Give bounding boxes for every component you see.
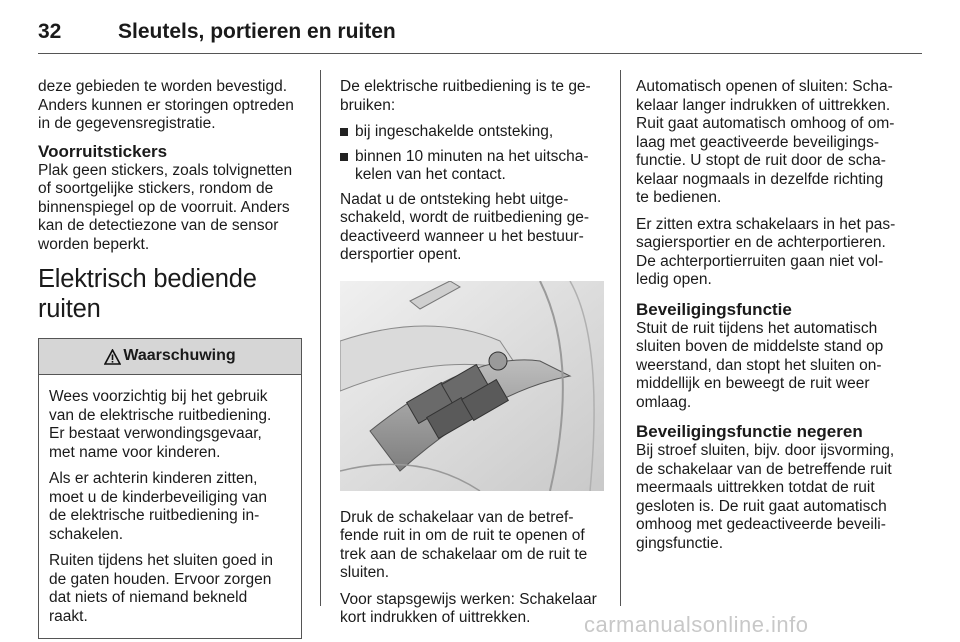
- page-number: 32: [38, 20, 62, 43]
- column-divider: [320, 70, 321, 606]
- warning-body: [39, 375, 301, 638]
- warning-title: Waarschuwing: [123, 347, 236, 365]
- list-item: binnen 10 minuten na het uitscha- kelen van het contact.: [340, 148, 606, 185]
- warning-triangle-icon: [104, 349, 121, 365]
- warning-paragraph: Ruiten tijdens het sluiten goed in de gaten houden. Ervoor zorgen dat niets of niemand bekneld raakt.: [49, 552, 274, 625]
- override-paragraph: Bij stroef sluiten, bijv. door ijsvorming, de schakelaar van de betreffende ruit meermaals uittrekken totdat de ruit gesloten is. De ruit gaat automatisch omhoog met gedeactiveerde beveili- gingsfunctie.: [636, 442, 895, 552]
- safety-paragraph: Stuit de ruit tijdens het automatisch sluiten boven de middelste stand op weerstand, dan stopt het sluiten on- middellijk en beweegt de ruit weer omlaag.: [636, 319, 884, 411]
- warning-header: [39, 339, 301, 375]
- warning-paragraph: Wees voorzichtig bij het gebruik van de elektrische ruitbediening. Er bestaat verwondingsgevaar, met name voor kinderen.: [49, 388, 272, 461]
- column-right: [636, 78, 904, 561]
- section-heading: Elektrisch bediende ruiten: [38, 265, 257, 323]
- stickers-paragraph: Plak geen stickers, zoals tolvignetten of soortgelijke stickers, rondom de binnenspiegel op de voorruit. Anders kan de detectiezone van de sensor worden beperkt.: [38, 161, 293, 253]
- door-panel-illustration: [340, 281, 604, 491]
- safety-heading: Beveiligingsfunctie: [636, 299, 792, 319]
- warning-box: [38, 338, 302, 639]
- usage-paragraph: De elektrische ruitbediening is te ge- bruiken:: [340, 78, 591, 114]
- column-left: [38, 78, 304, 639]
- extra-switches-paragraph: Er zitten extra schakelaars in het pas- sagiersportier en de achterportieren. De achterportierruiten gaan niet vol- ledig open.: [636, 215, 896, 288]
- step-paragraph: Voor stapsgewijs werken: Schakelaar kort indrukken of uittrekken.: [340, 590, 597, 626]
- deactivation-paragraph: Nadat u de ontsteking hebt uitge- schakeld, wordt de ruitbediening ge- deactiveerd wanneer u het bestuur- dersportier opent.: [340, 190, 590, 263]
- chapter-title: Sleutels, portieren en ruiten: [118, 20, 396, 43]
- override-heading: Beveiligingsfunctie negeren: [636, 422, 863, 441]
- list-item: bij ingeschakelde ontsteking,: [340, 123, 606, 142]
- column-middle: [340, 78, 606, 636]
- page-header: [38, 14, 922, 54]
- window-switch-photo: [340, 281, 604, 491]
- warning-paragraph: Als er achterin kinderen zitten, moet u de kinderbeveiliging van de elektrische ruitbediening in- schakelen.: [49, 470, 267, 543]
- auto-paragraph: Automatisch openen of sluiten: Scha- kelaar langer indrukken of uittrekken. Ruit gaat automatisch omhoog of om- laag met geactiveerde beveiligings- functie. U stopt de ruit door de scha- kelaar nogmaals in dezelfde richting te bedienen.: [636, 78, 895, 206]
- intro-paragraph: deze gebieden te worden bevestigd. Anders kunnen er storingen optreden in de gegevensregistratie.: [38, 78, 294, 132]
- usage-list: [340, 123, 606, 185]
- column-divider: [620, 70, 621, 606]
- watermark: carmanualsonline.info: [584, 612, 809, 637]
- stickers-heading: Voorruitstickers: [38, 141, 168, 161]
- press-paragraph: Druk de schakelaar van de betref- fende ruit in om de ruit te openen of trek aan de schakelaar om de ruit te sluiten.: [340, 508, 588, 581]
